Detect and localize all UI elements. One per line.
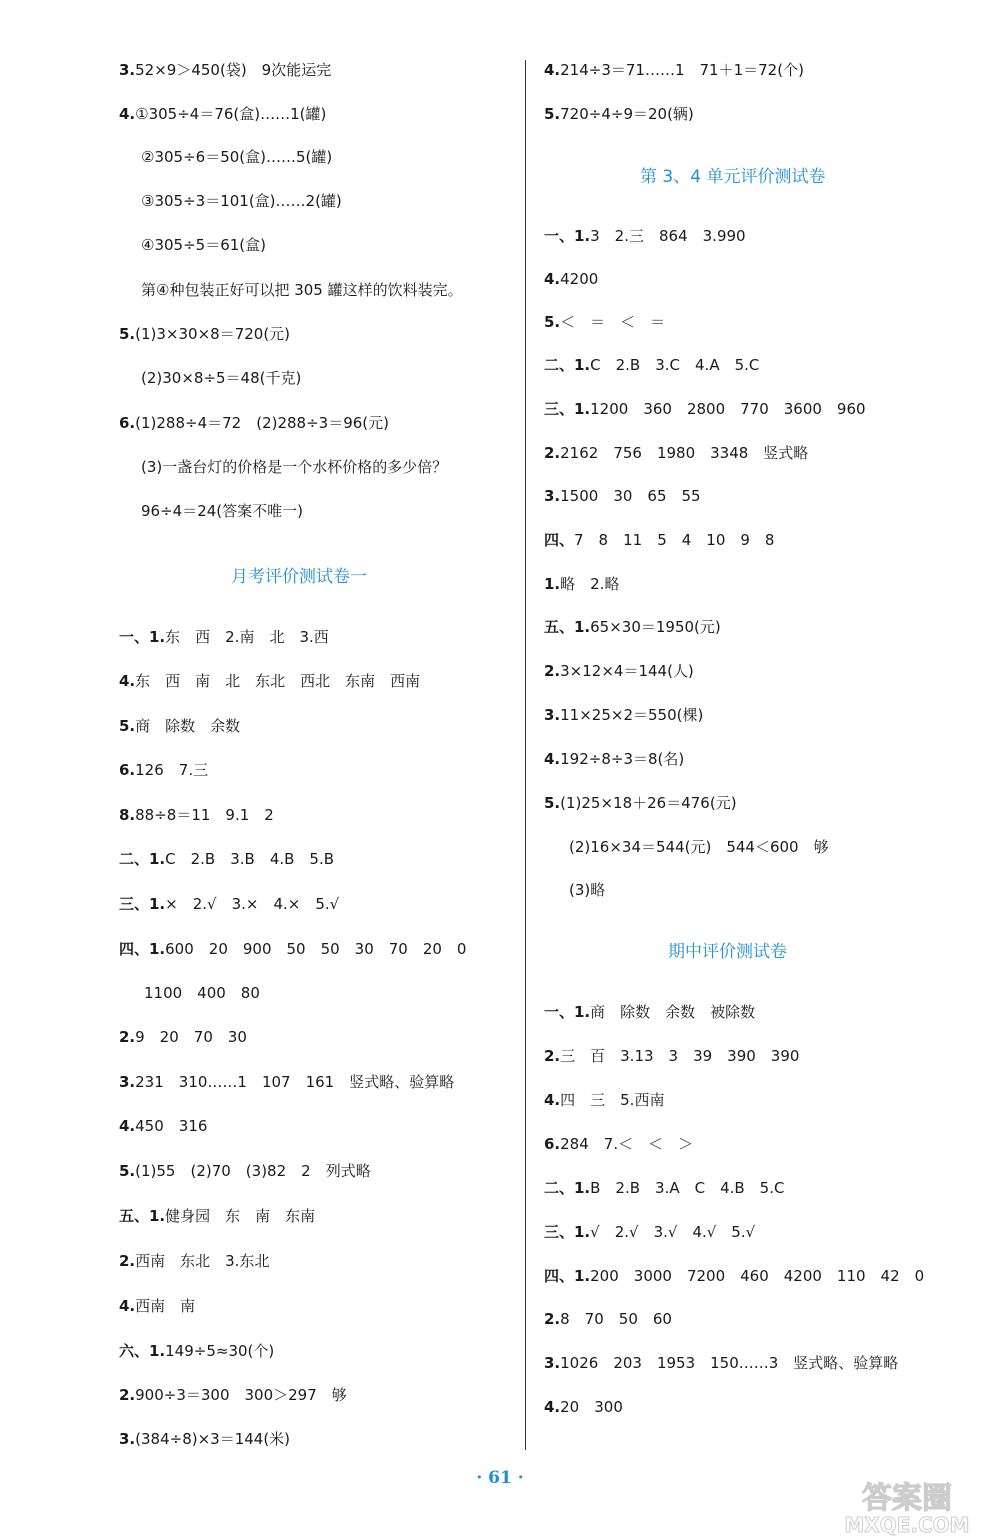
answer-line	[119, 848, 334, 870]
answer-line	[569, 836, 829, 858]
answer-text: 192÷8÷3＝8(名)	[560, 750, 685, 768]
answer-line	[119, 670, 420, 692]
answer-text: 8 70 50 60	[560, 1310, 672, 1328]
item-number: 4.	[119, 105, 136, 123]
answer-line	[544, 485, 701, 507]
answer-line	[544, 573, 619, 595]
watermark-bottom: MXQE.COM	[844, 1513, 970, 1536]
answer-text: 西南 东北 3.东北	[135, 1252, 270, 1270]
answer-text: ①305÷4＝76(盒)……1(罐)	[135, 105, 327, 123]
item-number: 2.	[544, 662, 561, 680]
item-number: 二、1.	[544, 1179, 591, 1197]
item-number: 5.	[119, 1162, 136, 1180]
answer-line	[544, 311, 665, 333]
item-number: 一、1.	[544, 227, 591, 245]
answer-text: 9 20 70 30	[135, 1028, 247, 1046]
answer-text: 3 2.三 864 3.990	[590, 227, 746, 245]
answer-line	[544, 1352, 898, 1374]
watermark-top: 答案圈	[862, 1481, 952, 1516]
answer-line	[544, 225, 746, 247]
item-number: 6.	[544, 1135, 561, 1153]
answer-text: ＜ ＝ ＜ ＝	[560, 313, 666, 331]
answer-text: 88÷8＝11 9.1 2	[135, 806, 274, 824]
answer-line	[544, 704, 703, 726]
answer-line	[141, 367, 301, 389]
answer-line	[544, 1045, 799, 1067]
answer-line	[119, 938, 466, 960]
item-number: 3.	[544, 487, 561, 505]
item-number: 5.	[119, 717, 136, 735]
answer-text: 四 三 5.西南	[560, 1091, 665, 1109]
item-number: 2.	[119, 1386, 136, 1404]
answer-text: 1200 360 2800 770 3600 960	[590, 400, 866, 418]
column-divider	[525, 60, 526, 1450]
answer-line	[544, 748, 684, 770]
answer-line	[119, 1295, 195, 1317]
item-number: 三、1.	[119, 895, 166, 913]
answer-text: ④305÷5＝61(盒)	[141, 236, 266, 254]
answer-line	[119, 1026, 247, 1048]
answer-text: × 2.√ 3.× 4.× 5.√	[165, 895, 340, 913]
item-number: 2.	[119, 1252, 136, 1270]
answer-line	[544, 1396, 623, 1418]
answer-text: 52×9＞450(袋) 9次能运完	[135, 61, 332, 79]
answer-line	[544, 103, 694, 125]
answer-text: 450 316	[135, 1117, 208, 1135]
answer-text: 600 20 900 50 50 30 70 20 0	[165, 940, 467, 958]
answer-text: 149÷5≈30(个)	[165, 1342, 275, 1360]
answer-text: ③305÷3＝101(盒)……2(罐)	[141, 192, 342, 210]
item-number: 2.	[119, 1028, 136, 1046]
item-number: 5.	[544, 794, 561, 812]
answer-line	[141, 190, 342, 212]
answer-text: (1)25×18＋26＝476(元)	[560, 794, 737, 812]
item-number: 4.	[119, 1117, 136, 1135]
item-number: 四、1.	[119, 940, 166, 958]
answer-text: 11×25×2＝550(棵)	[560, 706, 704, 724]
answer-line	[544, 1177, 784, 1199]
answer-line	[544, 1133, 693, 1155]
answer-line	[119, 759, 208, 781]
answer-text: C 2.B 3.B 4.B 5.B	[165, 850, 335, 868]
item-number: 一、1.	[119, 628, 166, 646]
answer-line	[544, 268, 598, 290]
item-number: 四、1.	[544, 1267, 591, 1285]
item-number: 6.	[119, 414, 136, 432]
section-heading-midterm: 期中评价测试卷	[668, 942, 787, 962]
answer-line	[141, 234, 266, 256]
answer-text: 7 8 11 5 4 10 9 8	[574, 531, 775, 549]
answer-line	[119, 1071, 454, 1093]
answer-line	[544, 1265, 924, 1287]
answer-text: 东 西 2.南 北 3.西	[165, 628, 329, 646]
answer-line	[119, 59, 331, 81]
item-number: 4.	[544, 1091, 561, 1109]
answer-text: (3)略	[569, 881, 606, 899]
answer-text: 2162 756 1980 3348 竖式略	[560, 444, 809, 462]
answer-text: 第④种包装正好可以把 305 罐这样的饮料装完。	[141, 281, 463, 299]
answer-text: (1)3×30×8＝720(元)	[135, 325, 291, 343]
item-number: 二、1.	[119, 850, 166, 868]
answer-line	[119, 626, 329, 648]
answer-text: 商 除数 余数 被除数	[590, 1003, 756, 1021]
answer-text: (2)30×8÷5＝48(千克)	[141, 369, 302, 387]
answer-line	[119, 1384, 347, 1406]
answer-line	[119, 1340, 274, 1362]
answer-line	[119, 1250, 269, 1272]
item-number: 五、1.	[119, 1207, 166, 1225]
answer-text: 96÷4＝24(答案不唯一)	[141, 502, 303, 520]
answer-line	[119, 1115, 207, 1137]
answer-text: C 2.B 3.C 4.A 5.C	[590, 356, 760, 374]
item-number: 三、1.	[544, 400, 591, 418]
answer-text: 西南 南	[135, 1297, 196, 1315]
answer-text: 东 西 南 北 东北 西北 东南 西南	[135, 672, 421, 690]
item-number: 8.	[119, 806, 136, 824]
answer-line	[544, 354, 759, 376]
item-number: 3.	[119, 61, 136, 79]
answer-text: (1)55 (2)70 (3)82 2 列式略	[135, 1162, 371, 1180]
answer-line	[569, 879, 605, 901]
answer-line	[119, 893, 339, 915]
answer-line	[119, 103, 326, 125]
answer-line	[119, 715, 240, 737]
answer-text: 三 百 3.13 3 39 390 390	[560, 1047, 800, 1065]
answer-text: 略 2.略	[560, 575, 620, 593]
answer-text: 720÷4÷9＝20(辆)	[560, 105, 694, 123]
answer-text: ②305÷6＝50(盒)……5(罐)	[141, 148, 333, 166]
answer-line	[141, 279, 463, 301]
answer-line	[544, 1221, 755, 1243]
answer-text: 900÷3＝300 300＞297 够	[135, 1386, 347, 1404]
item-number: 3.	[544, 706, 561, 724]
answer-text: 1100 400 80	[144, 984, 260, 1002]
answer-text: (3)一盏台灯的价格是一个水杯价格的多少倍？	[141, 458, 448, 476]
item-number: 2.	[544, 444, 561, 462]
page-number: · 61 ·	[476, 1468, 524, 1488]
answer-text: B 2.B 3.A C 4.B 5.C	[590, 1179, 785, 1197]
answer-text: 4200	[560, 270, 599, 288]
item-number: 2.	[544, 1310, 561, 1328]
section-heading-unit-3-4: 第 3、4 单元评价测试卷	[640, 167, 826, 187]
answer-line	[544, 442, 808, 464]
answer-line	[119, 412, 389, 434]
watermark-logo	[822, 1478, 992, 1536]
item-number: 二、1.	[544, 356, 591, 374]
item-number: 4.	[544, 1398, 561, 1416]
answer-line	[119, 1428, 290, 1450]
answer-line	[544, 59, 804, 81]
answer-line	[119, 1160, 371, 1182]
answer-line	[544, 792, 737, 814]
item-number: 1.	[544, 575, 561, 593]
item-number: 五、1.	[544, 618, 591, 636]
answer-line	[119, 1205, 315, 1227]
answer-text: 20 300	[560, 1398, 623, 1416]
item-number: 2.	[544, 1047, 561, 1065]
item-number: 3.	[119, 1430, 136, 1448]
answer-line	[544, 398, 866, 420]
answer-text: 1026 203 1953 150……3 竖式略、验算略	[560, 1354, 899, 1372]
item-number: 4.	[544, 750, 561, 768]
answer-line	[544, 1308, 672, 1330]
answer-line	[141, 146, 332, 168]
answer-text: 231 310……1 107 161 竖式略、验算略	[135, 1073, 455, 1091]
answer-line	[119, 323, 290, 345]
item-number: 四、	[544, 531, 575, 549]
answer-text: 健身园 东 南 东南	[165, 1207, 316, 1225]
item-number: 4.	[544, 270, 561, 288]
item-number: 3.	[544, 1354, 561, 1372]
answer-text: 商 除数 余数	[135, 717, 241, 735]
answer-text: 200 3000 7200 460 4200 110 42 0	[590, 1267, 925, 1285]
answer-line	[119, 804, 274, 826]
answer-text: √ 2.√ 3.√ 4.√ 5.√	[590, 1223, 756, 1241]
item-number: 三、1.	[544, 1223, 591, 1241]
answer-text: (2)16×34＝544(元) 544＜600 够	[569, 838, 829, 856]
answer-text: 126 7.三	[135, 761, 209, 779]
answer-text: (384÷8)×3＝144(米)	[135, 1430, 291, 1448]
answer-line	[144, 982, 260, 1004]
answer-text: (1)288÷4＝72 (2)288÷3＝96(元)	[135, 414, 389, 432]
item-number: 一、1.	[544, 1003, 591, 1021]
answer-text: 3×12×4＝144(人)	[560, 662, 694, 680]
answer-line	[544, 529, 774, 551]
item-number: 5.	[544, 313, 561, 331]
answer-text: 284 7.＜ ＜ ＞	[560, 1135, 694, 1153]
item-number: 5.	[544, 105, 561, 123]
answer-line	[544, 660, 694, 682]
answer-line	[544, 616, 721, 638]
item-number: 6.	[119, 761, 136, 779]
section-heading-monthly: 月考评价测试卷一	[231, 567, 367, 587]
answer-text: 1500 30 65 55	[560, 487, 701, 505]
answer-line	[141, 500, 303, 522]
item-number: 4.	[544, 61, 561, 79]
item-number: 3.	[119, 1073, 136, 1091]
answer-text: 214÷3＝71……1 71＋1＝72(个)	[560, 61, 804, 79]
item-number: 4.	[119, 672, 136, 690]
answer-line	[544, 1089, 664, 1111]
item-number: 4.	[119, 1297, 136, 1315]
item-number: 六、1.	[119, 1342, 166, 1360]
answer-line	[544, 1001, 755, 1023]
answer-line	[141, 456, 447, 478]
item-number: 5.	[119, 325, 136, 343]
answer-text: 65×30＝1950(元)	[590, 618, 721, 636]
